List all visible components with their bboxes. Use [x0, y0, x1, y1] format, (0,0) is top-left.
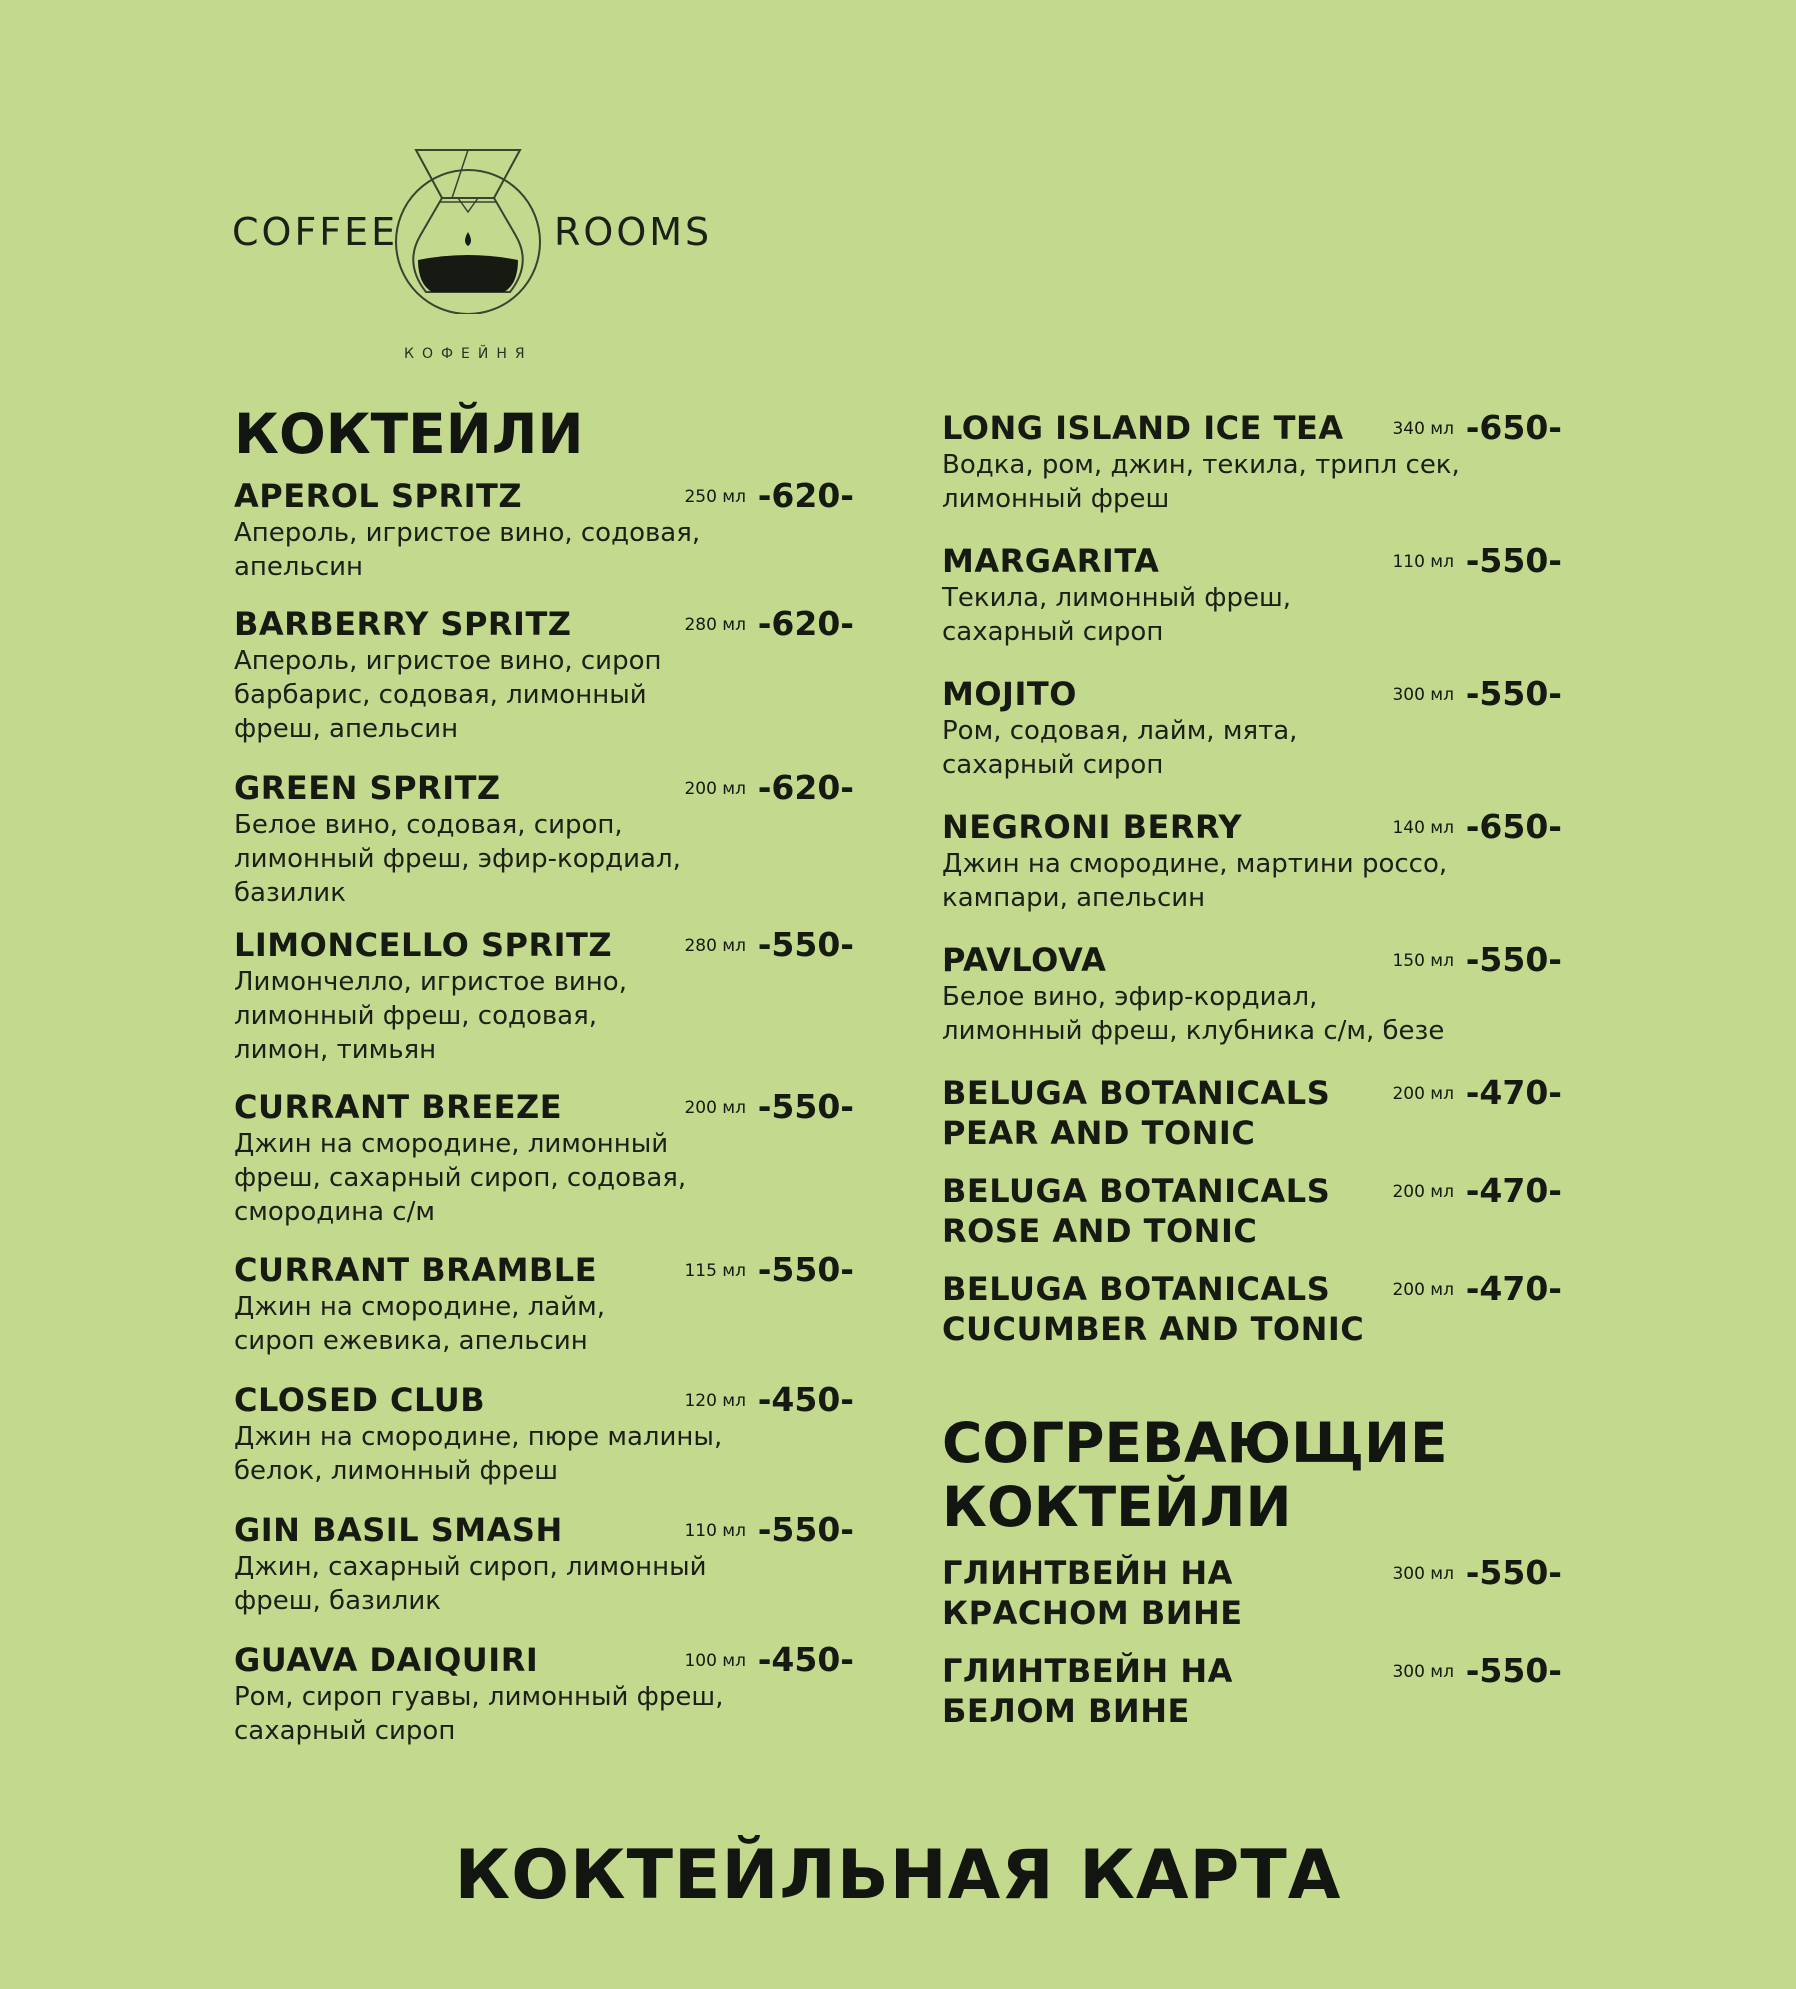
item-volume: 300 мл — [1392, 1564, 1454, 1584]
item-price: -650- — [1465, 807, 1562, 846]
item-price: -550- — [1465, 541, 1562, 580]
item-volume: 280 мл — [684, 615, 746, 635]
item-name: LIMONCELLO SPRITZ — [234, 926, 613, 964]
item-volume: 280 мл — [684, 936, 746, 956]
item-price: -550- — [1465, 1651, 1562, 1690]
item-price: -550- — [757, 1510, 854, 1549]
item-name: BELUGA BOTANICALS CUCUMBER AND TONIC — [942, 1270, 1365, 1348]
item-description: Джин на смородине, лайм, сироп ежевика, апельсин — [234, 1292, 606, 1356]
item-name: GREEN SPRITZ — [234, 769, 501, 807]
menu-item — [234, 1640, 854, 1746]
logo-right-word: ROOMS — [554, 210, 713, 254]
item-price: -470- — [1465, 1073, 1562, 1112]
item-price: -620- — [757, 604, 854, 643]
item-price: -550- — [1465, 674, 1562, 713]
section-title-cocktails: КОКТЕЙЛИ — [234, 402, 584, 466]
item-description: Ром, содовая, лайм, мята, сахарный сироп — [942, 716, 1298, 780]
item-volume: 140 мл — [1392, 818, 1454, 838]
menu-item — [942, 408, 1562, 514]
item-volume: 200 мл — [1392, 1182, 1454, 1202]
item-price: -620- — [757, 768, 854, 807]
logo — [232, 146, 712, 366]
menu-item — [942, 1073, 1562, 1152]
item-volume: 340 мл — [1392, 419, 1454, 439]
item-price: -550- — [1465, 1553, 1562, 1592]
item-name: MARGARITA — [942, 542, 1160, 580]
chemex-icon — [392, 146, 544, 314]
item-volume: 200 мл — [1392, 1084, 1454, 1104]
item-volume: 110 мл — [1392, 552, 1454, 572]
menu-item — [234, 476, 854, 582]
item-description: Джин, сахарный сироп, лимонный фреш, базилик — [234, 1552, 707, 1616]
item-description: Джин на смородине, лимонный фреш, сахарный сироп, содовая, смородина с/м — [234, 1129, 687, 1227]
menu-item — [234, 1087, 854, 1227]
menu-item — [234, 925, 854, 1065]
menu-item — [234, 1380, 854, 1486]
item-name: GUAVA DAIQUIRI — [234, 1641, 539, 1679]
item-description: Джин на смородине, мартини россо, кампари, апельсин — [942, 849, 1448, 913]
menu-item — [234, 604, 854, 744]
menu-item — [942, 674, 1562, 780]
logo-left-word: COFFEE — [232, 210, 399, 254]
item-volume: 250 мл — [684, 487, 746, 507]
item-volume: 200 мл — [1392, 1280, 1454, 1300]
item-volume: 200 мл — [684, 779, 746, 799]
item-name: CLOSED CLUB — [234, 1381, 486, 1419]
menu-item — [942, 807, 1562, 913]
item-description: Апероль, игристое вино, содовая, апельсин — [234, 518, 701, 582]
item-description: Текила, лимонный фреш, сахарный сироп — [942, 583, 1292, 647]
item-price: -620- — [757, 476, 854, 515]
item-volume: 115 мл — [684, 1261, 746, 1281]
menu-item — [234, 1510, 854, 1616]
menu-item — [942, 1651, 1562, 1730]
item-name: ГЛИНТВЕЙН НА КРАСНОМ ВИНЕ — [942, 1554, 1243, 1632]
item-volume: 150 мл — [1392, 951, 1454, 971]
item-volume: 120 мл — [684, 1391, 746, 1411]
item-name: CURRANT BRAMBLE — [234, 1251, 598, 1289]
item-price: -550- — [757, 925, 854, 964]
item-description: Водка, ром, джин, текила, трипл сек, лимонный фреш — [942, 450, 1460, 514]
item-volume: 100 мл — [684, 1651, 746, 1671]
item-description: Белое вино, эфир-кордиал, лимонный фреш, клубника с/м, безе — [942, 982, 1445, 1046]
item-volume: 110 мл — [684, 1521, 746, 1541]
item-name: LONG ISLAND ICE TEA — [942, 409, 1344, 447]
item-description: Ром, сироп гуавы, лимонный фреш, сахарный сироп — [234, 1682, 724, 1746]
menu-item — [942, 940, 1562, 1046]
item-name: BELUGA BOTANICALS PEAR AND TONIC — [942, 1074, 1331, 1152]
menu-item — [942, 1553, 1562, 1632]
menu-item — [234, 768, 854, 908]
item-description: Лимончелло, игристое вино, лимонный фреш, содовая, лимон, тимьян — [234, 967, 627, 1065]
item-name: NEGRONI BERRY — [942, 808, 1243, 846]
item-volume: 200 мл — [684, 1098, 746, 1118]
item-price: -550- — [1465, 940, 1562, 979]
item-price: -550- — [757, 1087, 854, 1126]
item-name: BELUGA BOTANICALS ROSE AND TONIC — [942, 1172, 1331, 1250]
item-price: -470- — [1465, 1269, 1562, 1308]
item-name: PAVLOVA — [942, 941, 1107, 979]
item-description: Апероль, игристое вино, сироп барбарис, содовая, лимонный фреш, апельсин — [234, 646, 662, 744]
section-title-warm-cocktails: СОГРЕВАЮЩИЕ КОКТЕЙЛИ — [942, 1411, 1448, 1539]
item-price: -470- — [1465, 1171, 1562, 1210]
item-description: Белое вино, содовая, сироп, лимонный фреш, эфир-кордиал, базилик — [234, 810, 681, 908]
item-price: -650- — [1465, 408, 1562, 447]
item-name: CURRANT BREEZE — [234, 1088, 563, 1126]
item-name: MOJITO — [942, 675, 1077, 713]
menu-item — [942, 1269, 1562, 1348]
menu-item — [942, 1171, 1562, 1250]
menu-item — [942, 541, 1562, 647]
menu-item — [234, 1250, 854, 1356]
item-name: GIN BASIL SMASH — [234, 1511, 563, 1549]
item-price: -550- — [757, 1250, 854, 1289]
item-description: Джин на смородине, пюре малины, белок, лимонный фреш — [234, 1422, 723, 1486]
item-name: ГЛИНТВЕЙН НА БЕЛОМ ВИНЕ — [942, 1652, 1233, 1730]
footer-title: КОКТЕЙЛЬНАЯ КАРТА — [454, 1836, 1342, 1915]
item-price: -450- — [757, 1380, 854, 1419]
item-name: APEROL SPRITZ — [234, 477, 523, 515]
item-volume: 300 мл — [1392, 685, 1454, 705]
item-volume: 300 мл — [1392, 1662, 1454, 1682]
item-price: -450- — [757, 1640, 854, 1679]
item-name: BARBERRY SPRITZ — [234, 605, 572, 643]
logo-subtitle: КОФЕЙНЯ — [404, 346, 533, 362]
